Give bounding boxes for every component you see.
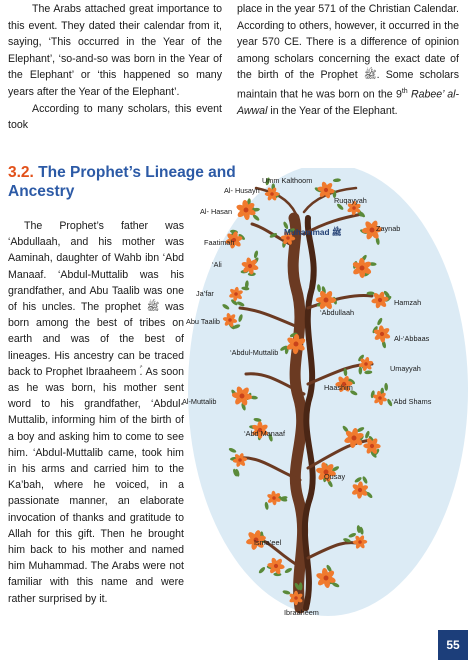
page-number-badge xyxy=(438,630,468,660)
top-right-column xyxy=(237,1,459,120)
label-qusay: Qusay xyxy=(324,472,346,481)
label-ali: ‘Ali xyxy=(212,260,222,269)
top-right-text-end: in the Year of the Elephant. xyxy=(267,105,398,118)
leaf xyxy=(359,367,363,375)
label-al-muttalib: Al-Muttalib xyxy=(182,397,217,406)
label-umayyah: Umayyah xyxy=(390,364,421,373)
label-abd-manaaf: ‘Abd Manaaf xyxy=(244,429,285,438)
label-ruqayyah: Ruqayyah xyxy=(334,196,367,205)
label-ibraaheem: Ibraaheem xyxy=(284,608,319,617)
page-number: 55 xyxy=(446,638,460,652)
leaf xyxy=(367,291,375,295)
label-ismaeel: Isma’eel xyxy=(254,538,282,547)
label-fatimah: Faatimah xyxy=(204,238,235,247)
section-title: The Prophet’s Lineage and Ancestry xyxy=(8,164,236,200)
top-right-text: place in the year 571 of the Christian Calendar. According to others, however, it occurred in the year 570 CE. There is a difference of opinion among scholars concerning the exact date of the birth of the Prophet ﷺ. Some scholars maintain that he was born on the 9 xyxy=(237,3,460,101)
label-haashim: Haashim xyxy=(324,383,353,392)
body-text xyxy=(8,218,184,607)
label-abbaas: Al-‘Abbaas xyxy=(394,334,430,343)
top-left-column xyxy=(8,1,222,134)
label-abdullaah: ‘Abdullaah xyxy=(320,308,355,317)
section-number: 3.2. xyxy=(8,164,34,181)
month-name: Rabee’ al-Awwal xyxy=(237,88,459,118)
label-husayn: Al- Husayn xyxy=(224,186,260,195)
top-left-paragraph-1: The Arabs attached great importance to this event. They dated their calendar from it, saying, ‘This occurred in the Year of the Elephant’, ‘so-and-so was born in the Year of the Elephant’ or ‘this happened so many years after the Year of the Elephant’. xyxy=(8,3,222,98)
label-jafar: Ja’far xyxy=(196,289,214,298)
family-tree xyxy=(176,168,468,624)
label-umm-kalthoom: Umm Kalthoom xyxy=(262,176,313,185)
label-abd-shams: ‘Abd Shams xyxy=(392,397,432,406)
ordinal-suffix: th xyxy=(401,87,408,95)
label-hamzah: Hamzah xyxy=(394,298,422,307)
label-zaynab: Zaynab xyxy=(376,224,401,233)
label-abu-taalib: Abu Taalib xyxy=(186,317,220,326)
label-muhammad: Muhammad ﷺ xyxy=(284,228,342,237)
top-left-paragraph-2: According to many scholars, this event took xyxy=(8,102,222,132)
label-hasan: Al- Hasan xyxy=(200,207,233,216)
body-paragraph: The Prophet’s father was ‘Abdullaah, and his mother was Aaminah, daughter of Wahb ibn ‘Abd Manaaf. ‘Abdul-Muttalib was his grandfather, and Abu Taalib was one of his uncles. The prophet ﷺ was born among the best of tribes on earth and was of the best of lineages. His ancestry can be traced back to Prophet Ibraaheem ؑ. As soon as he was born, his mother sent word to his grandfather, ‘Abdul-Muttalib, informing him of the birth of a boy and asking him to come to see him. ‘Abdul-Muttalib came, took him in his arms and carried him to the Ka’bah, where he voiced, in a passionate manner, an elaborate invocation of thanks and gratitude to Allah for this gift. Then he brought him back to his mother and named him Muhammad. The Arabs were not familiar with this name and were rather surprised by it. xyxy=(8,220,184,605)
top-right-paragraph xyxy=(237,1,459,120)
label-abdul-muttalib: ‘Abdul-Muttalib xyxy=(230,348,279,357)
